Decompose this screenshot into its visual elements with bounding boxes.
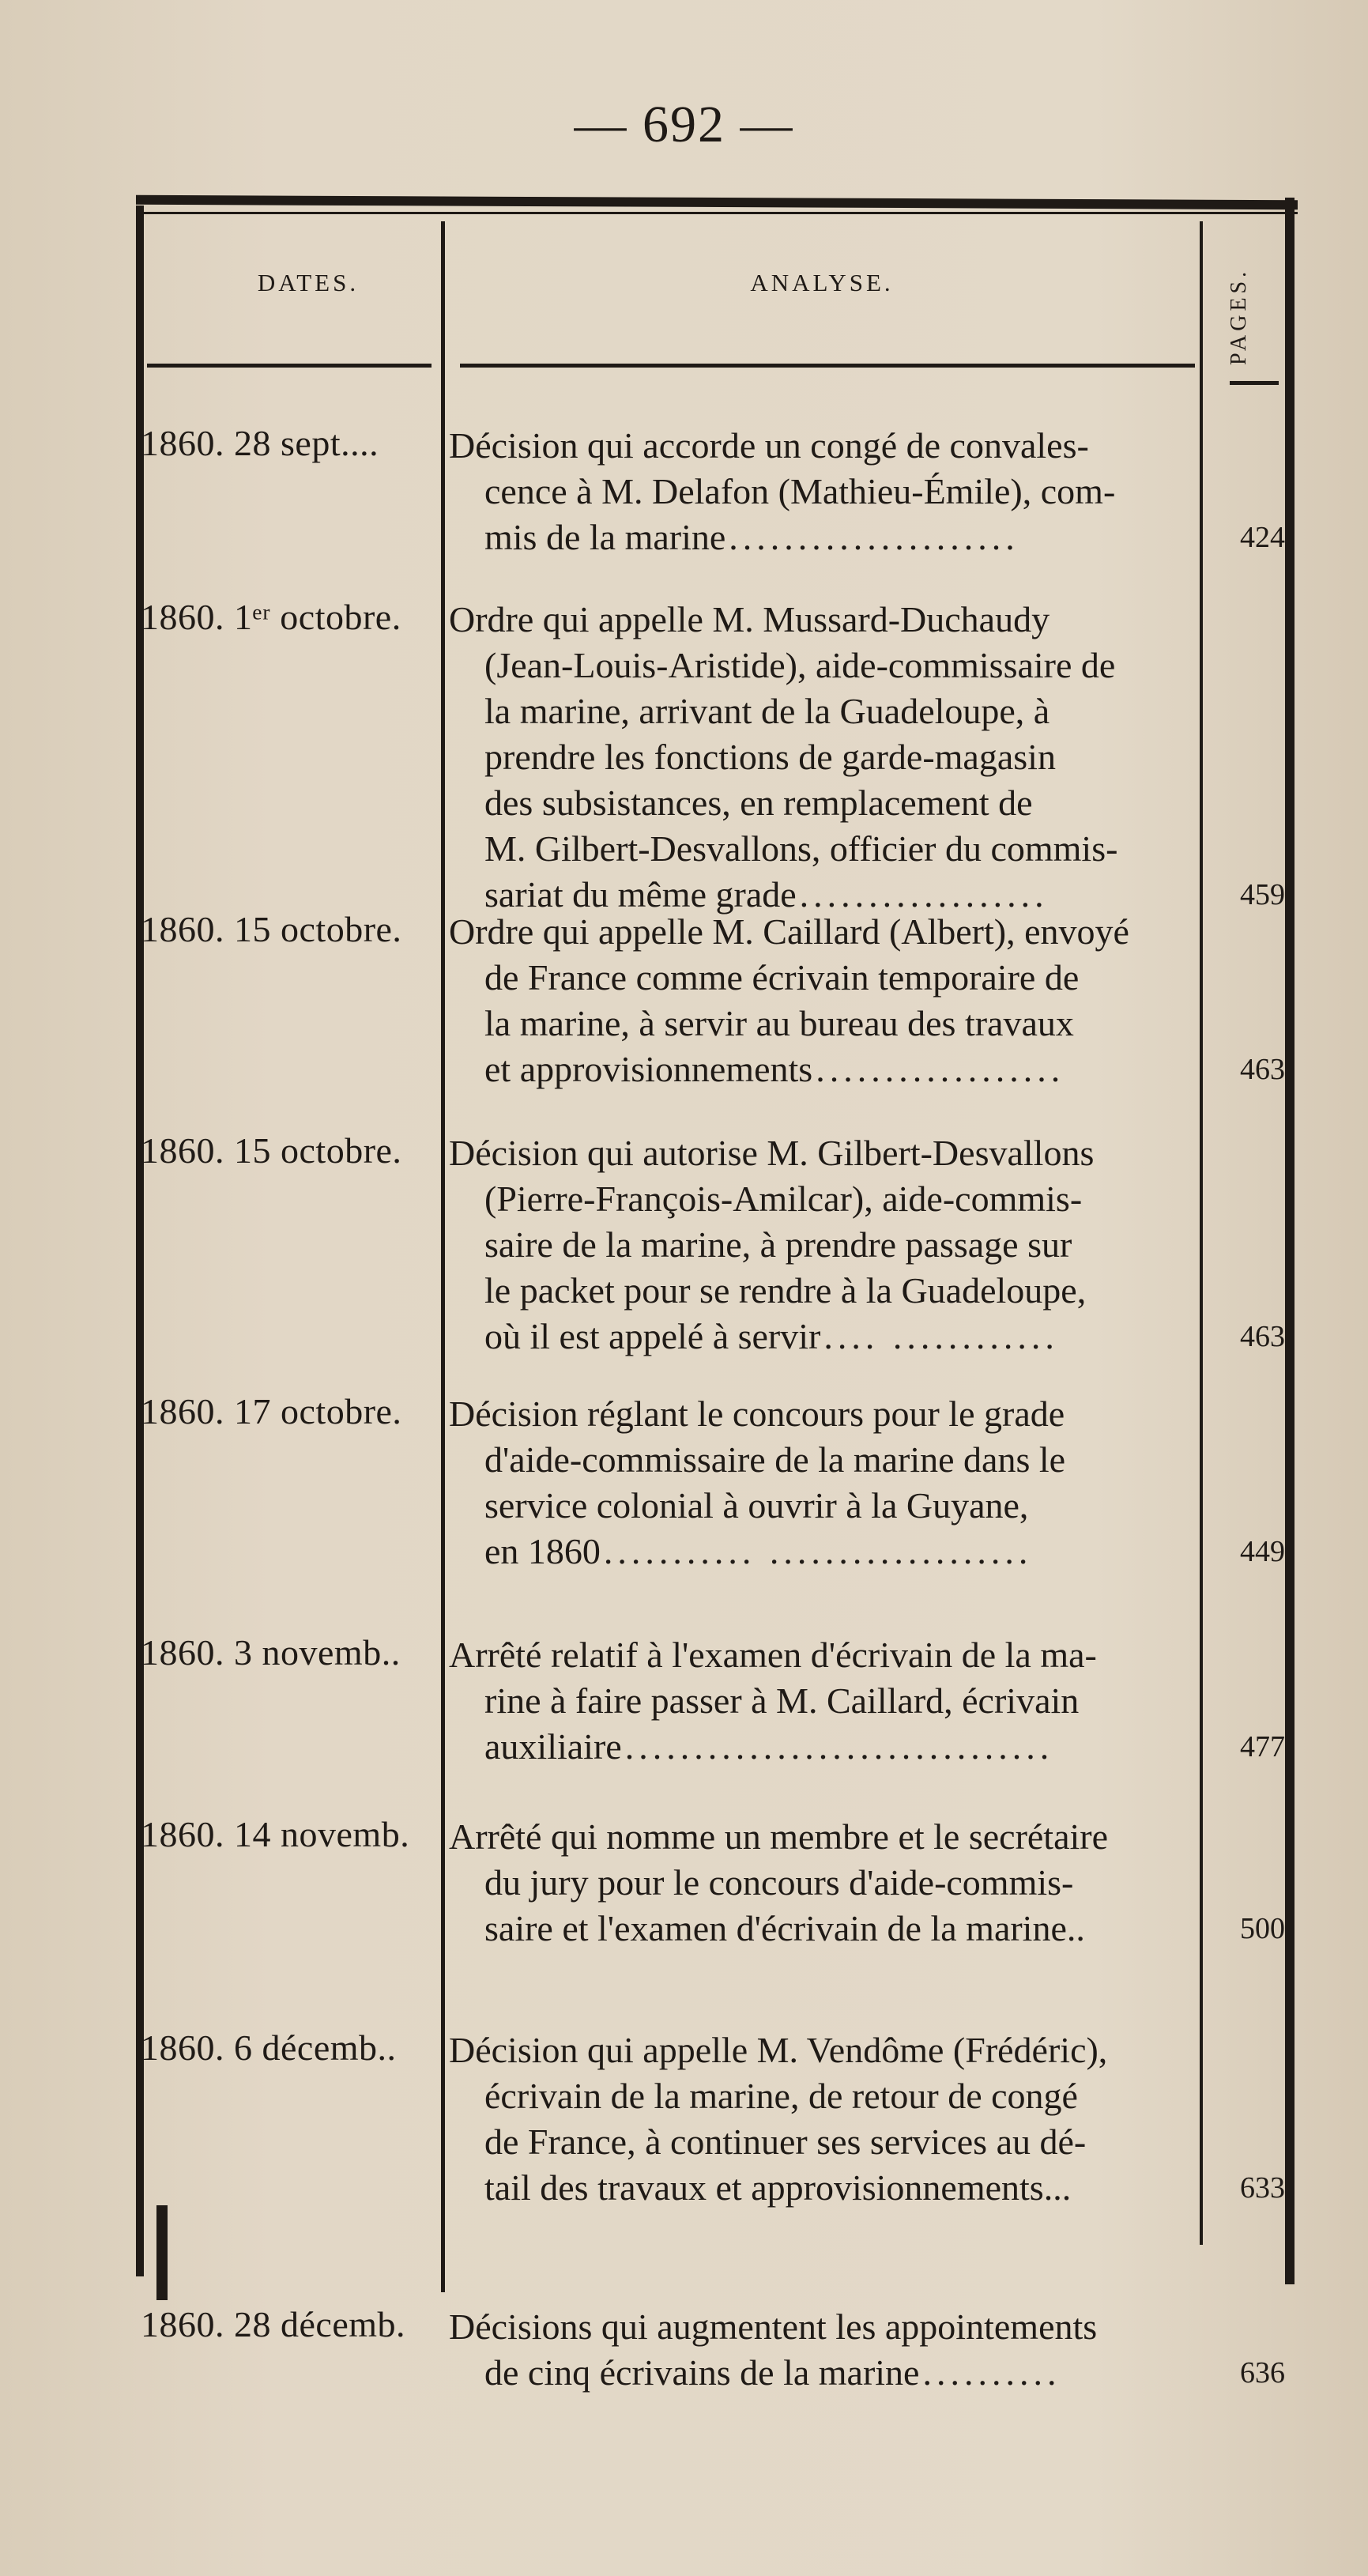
header-rule-analyse xyxy=(460,364,1195,368)
analysis-line: (Jean-Louis-Aristide), aide-commissaire de xyxy=(484,645,1116,685)
header-rule-pages xyxy=(1230,381,1279,385)
entry-page-ref: 463 xyxy=(1240,1053,1285,1086)
header-dates: DATES. xyxy=(257,269,360,296)
analysis-line: service colonial à ouvrir à la Guyane, xyxy=(484,1485,1029,1526)
analysis-line: rine à faire passer à M. Caillard, écrivain xyxy=(484,1680,1080,1721)
analysis-line: Ordre qui appelle M. Caillard (Albert), envoyé xyxy=(449,911,1129,952)
analysis-line: de France, à continuer ses services au dé- xyxy=(484,2122,1087,2162)
entry-analysis xyxy=(449,909,1196,1092)
analysis-line: écrivain de la marine, de retour de congé xyxy=(484,2076,1078,2116)
header-pages: PAGES. xyxy=(1227,267,1251,365)
entry-date: 1860. 1ᵉʳ octobre. xyxy=(141,597,401,637)
analysis-line-text: où il est appelé à servir xyxy=(484,1316,821,1356)
dot-leader: .................. xyxy=(816,1049,1065,1089)
index-table xyxy=(126,198,1298,2393)
entry-date: 1860. 17 octobre. xyxy=(141,1391,402,1431)
table-right-border xyxy=(1285,198,1295,2284)
dot-leader: ..................... xyxy=(729,517,1019,557)
entry-analysis xyxy=(449,1632,1196,1770)
ink-mark xyxy=(156,2205,168,2300)
dates-column-divider xyxy=(441,221,445,2292)
analysis-line-text: de cinq écrivains de la marine xyxy=(484,2352,920,2393)
analysis-line: Arrêté relatif à l'examen d'écrivain de la ma- xyxy=(449,1635,1097,1675)
entry-page-ref: 459 xyxy=(1240,878,1285,911)
analysis-line xyxy=(449,515,1196,560)
analysis-line: Décisions qui augmentent les appointements xyxy=(449,2306,1098,2347)
analysis-line: Arrêté qui nomme un membre et le secrétaire xyxy=(449,1816,1109,1857)
entry-date: 1860. 15 octobre. xyxy=(141,909,402,949)
analysis-line xyxy=(449,1529,1196,1575)
entry-analysis xyxy=(449,1130,1196,1360)
analysis-line: la marine, à servir au bureau des travaux xyxy=(484,1003,1074,1043)
analysis-line xyxy=(449,1724,1196,1770)
entry-analysis xyxy=(449,2304,1196,2396)
analysis-line-text: auxiliaire xyxy=(484,1726,622,1767)
analysis-line: M. Gilbert-Desvallons, officier du commis- xyxy=(484,828,1118,869)
entry-date: 1860. 28 sept.... xyxy=(141,423,379,463)
page-number: — 692 — xyxy=(574,96,794,153)
entry-page-ref: 500 xyxy=(1240,1912,1285,1945)
entry-page-ref: 449 xyxy=(1240,1535,1285,1568)
entry-page-ref: 633 xyxy=(1240,2171,1285,2204)
analysis-line: Ordre qui appelle M. Mussard-Duchaudy xyxy=(449,599,1050,639)
dot-leader: ........... ................... xyxy=(603,1531,1033,1571)
entry-page-ref: 424 xyxy=(1240,521,1285,554)
analysis-line: (Pierre-François-Amilcar), aide-commis- xyxy=(484,1179,1083,1219)
analysis-line-text: sariat du même grade xyxy=(484,874,797,915)
analysis-line: le packet pour se rendre à la Guadeloupe, xyxy=(484,1270,1087,1311)
analysis-line xyxy=(449,2350,1196,2396)
table-top-rule xyxy=(136,195,1298,209)
analysis-line-text: saire et l'examen d'écrivain de la marine.. xyxy=(484,1908,1085,1948)
analysis-line: la marine, arrivant de la Guadeloupe, à xyxy=(484,691,1050,731)
analysis-line: cence à M. Delafon (Mathieu-Émile), com- xyxy=(484,471,1116,511)
analysis-line: Décision qui autorise M. Gilbert-Desvallons xyxy=(449,1133,1095,1173)
entry-date: 1860. 14 novemb. xyxy=(141,1814,410,1854)
dot-leader: .... ............ xyxy=(823,1316,1059,1356)
analysis-line: des subsistances, en remplacement de xyxy=(484,783,1033,823)
dot-leader: .................. xyxy=(799,874,1049,915)
entry-analysis xyxy=(449,423,1196,560)
analysis-line: prendre les fonctions de garde-magasin xyxy=(484,737,1056,777)
analysis-line: saire de la marine, à prendre passage sur xyxy=(484,1224,1072,1265)
entry-page-ref: 463 xyxy=(1240,1320,1285,1353)
entry-page-ref: 636 xyxy=(1240,2356,1285,2389)
analysis-line: d'aide-commissaire de la marine dans le xyxy=(484,1439,1066,1480)
analysis-line-text: mis de la marine xyxy=(484,517,726,557)
table-top-rule-thin xyxy=(136,212,1298,214)
analysis-line: du jury pour le concours d'aide-commis- xyxy=(484,1862,1074,1903)
entry-date: 1860. 28 décemb. xyxy=(141,2304,406,2344)
analysis-line xyxy=(449,1047,1196,1092)
analysis-line xyxy=(449,2165,1196,2211)
analysis-line-text: tail des travaux et approvisionnements... xyxy=(484,2167,1072,2208)
analysis-line: Décision qui appelle M. Vendôme (Frédéric), xyxy=(449,2030,1108,2070)
analysis-line: Décision réglant le concours pour le grade xyxy=(449,1394,1065,1434)
entry-date: 1860. 15 octobre. xyxy=(141,1130,402,1171)
header-rule-dates xyxy=(147,364,432,368)
analysis-line: de France comme écrivain temporaire de xyxy=(484,957,1080,998)
entry-analysis xyxy=(449,2027,1196,2211)
table-left-border xyxy=(136,206,144,2276)
entry-analysis xyxy=(449,1391,1196,1575)
analysis-line xyxy=(449,1314,1196,1360)
analysis-line-text: en 1860 xyxy=(484,1531,601,1571)
analysis-line xyxy=(449,1906,1196,1952)
entry-analysis xyxy=(449,597,1196,918)
entry-page-ref: 477 xyxy=(1240,1730,1285,1763)
analysis-line: Décision qui accorde un congé de convales- xyxy=(449,425,1089,466)
entry-analysis xyxy=(449,1814,1196,1952)
entry-date: 1860. 3 novemb.. xyxy=(141,1632,401,1673)
dot-leader: .......... xyxy=(922,2352,1061,2393)
dot-leader: ............................... xyxy=(624,1726,1054,1767)
header-analyse: ANALYSE. xyxy=(750,269,894,296)
entry-date: 1860. 6 décemb.. xyxy=(141,2027,397,2068)
analysis-line-text: et approvisionnements xyxy=(484,1049,813,1089)
